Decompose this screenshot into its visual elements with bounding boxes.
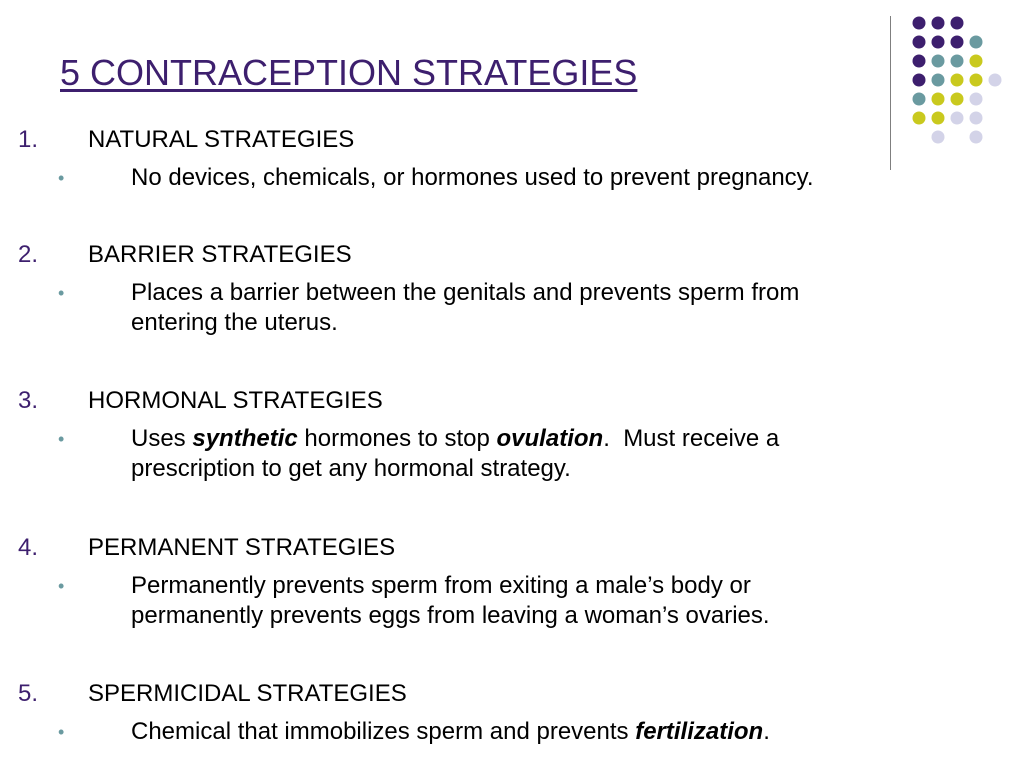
decorative-dot — [913, 36, 926, 49]
item-heading: HORMONAL STRATEGIES — [88, 387, 383, 414]
decorative-dot — [970, 131, 983, 144]
bullet-icon: • — [58, 576, 65, 596]
decorative-dot — [913, 55, 926, 68]
decorative-dot — [913, 17, 926, 30]
decorative-dot — [932, 17, 945, 30]
decorative-dot — [989, 74, 1002, 87]
decorative-dot — [970, 36, 983, 49]
slide-title: 5 CONTRACEPTION STRATEGIES — [60, 52, 638, 93]
decorative-dot — [970, 112, 983, 125]
item-number: 5. — [18, 680, 39, 707]
item-number: 2. — [18, 241, 39, 268]
bullet-icon: • — [58, 429, 65, 449]
decorative-dot — [951, 55, 964, 68]
emphasis-synthetic: synthetic — [192, 425, 298, 452]
decorative-dot — [913, 93, 926, 106]
decorative-dot — [913, 74, 926, 87]
item-description: Uses synthetic hormones to stop ovulation. Must receive a prescription to get any hormonal strategy. — [131, 425, 780, 482]
item-description: Places a barrier between the genitals and prevents sperm from entering the uterus. — [131, 279, 800, 336]
item-description: No devices, chemicals, or hormones used to prevent pregnancy. — [131, 164, 814, 191]
decorative-dot — [970, 55, 983, 68]
emphasis-fertilization: fertilization — [635, 718, 764, 745]
decorative-dot — [932, 55, 945, 68]
item-heading: SPERMICIDAL STRATEGIES — [88, 680, 407, 707]
emphasis-ovulation: ovulation — [496, 425, 604, 452]
decorative-dot — [951, 74, 964, 87]
decorative-dot — [951, 36, 964, 49]
decorative-dot — [970, 74, 983, 87]
decorative-dot — [932, 74, 945, 87]
decorative-dot — [932, 131, 945, 144]
item-heading: NATURAL STRATEGIES — [88, 126, 355, 153]
item-number: 4. — [18, 534, 39, 561]
decorative-dot — [932, 36, 945, 49]
item-description: Permanently prevents sperm from exiting a male’s body or permanently prevents eggs from leaving a woman’s ovaries. — [131, 572, 770, 629]
decorative-dot — [970, 93, 983, 106]
item-heading: PERMANENT STRATEGIES — [88, 534, 396, 561]
decorative-dot — [932, 93, 945, 106]
bullet-icon: • — [58, 283, 65, 303]
item-number: 3. — [18, 387, 39, 414]
decorative-dot — [932, 112, 945, 125]
decorative-dot — [951, 17, 964, 30]
decorative-dot — [913, 112, 926, 125]
decorative-dot — [951, 93, 964, 106]
item-description: Chemical that immobilizes sperm and prevents fertilization. — [131, 718, 770, 745]
decorative-dot — [951, 112, 964, 125]
bullet-icon: • — [58, 722, 65, 742]
bullet-icon: • — [58, 168, 65, 188]
item-number: 1. — [18, 126, 39, 153]
item-heading: BARRIER STRATEGIES — [88, 241, 352, 268]
